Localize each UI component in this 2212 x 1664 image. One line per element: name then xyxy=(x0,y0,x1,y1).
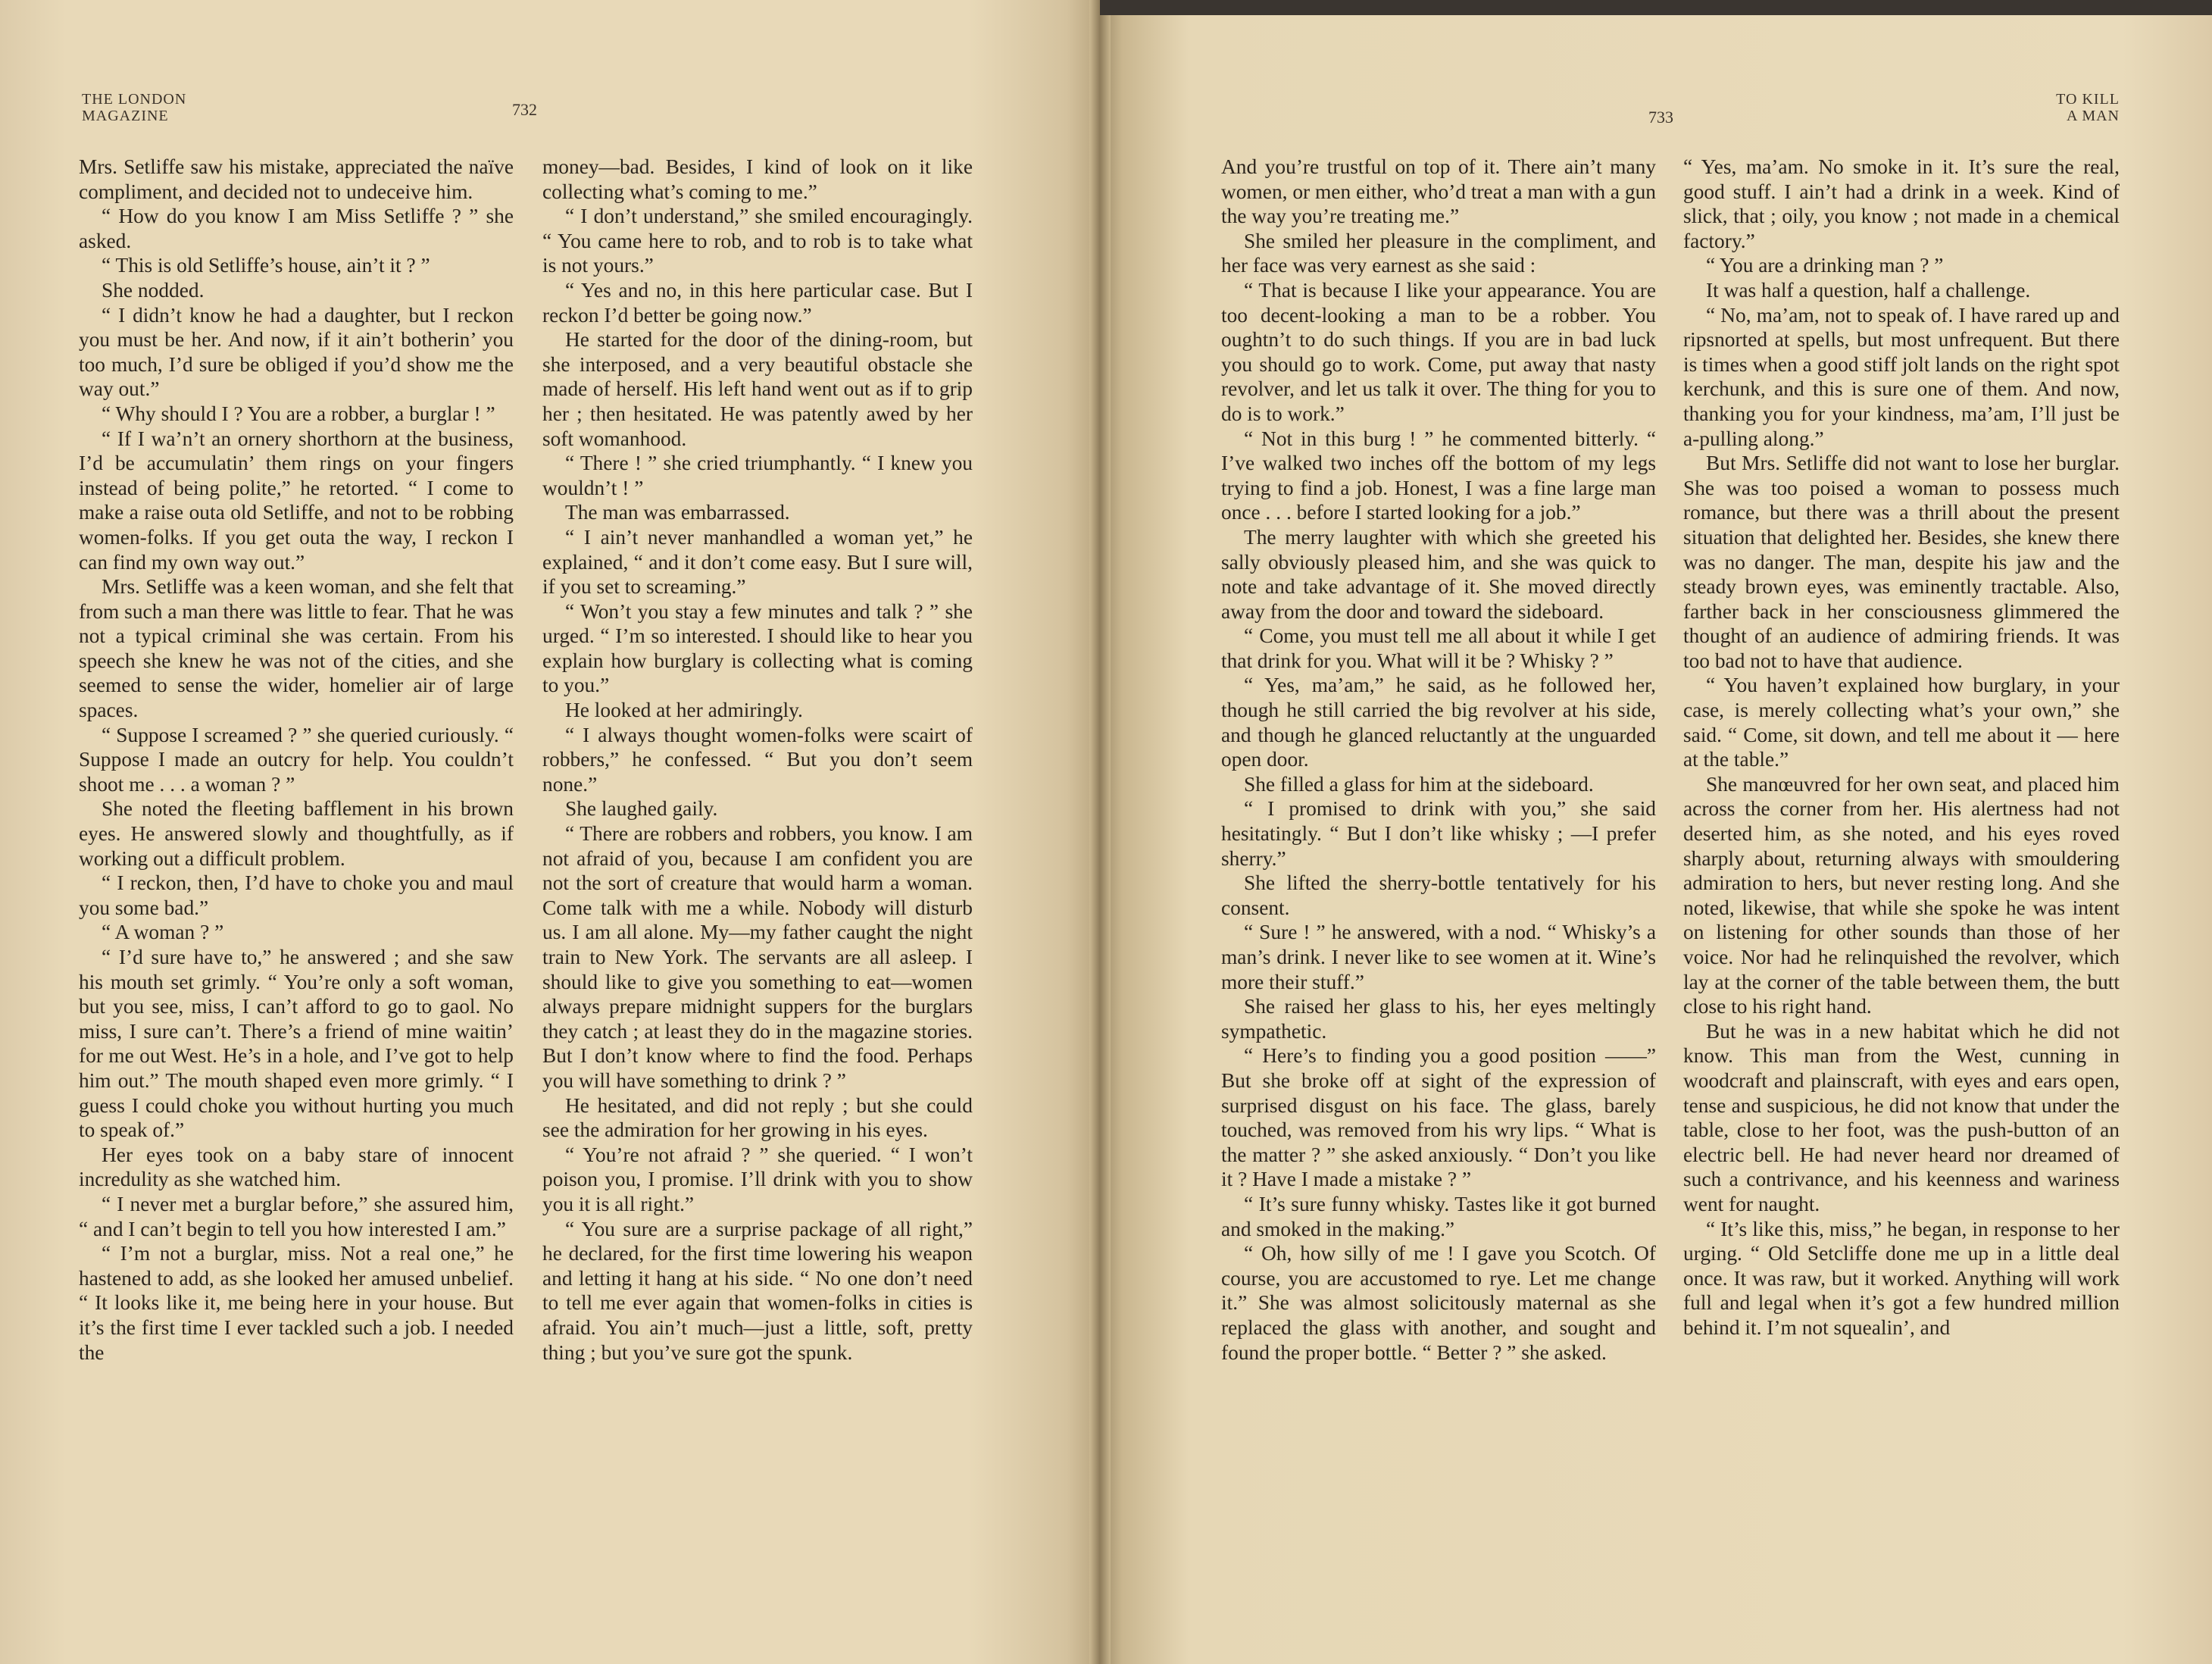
paragraph: “ I ain’t never manhandled a woman yet,” he explained, “ and it don’t come easy. But I sure will, if you set to screaming.” xyxy=(542,525,973,599)
left-page-column-1 xyxy=(79,155,514,1365)
paragraph: “ I always thought women-folks were scairt of robbers,” he confessed. “ But you don’t seem none.” xyxy=(542,723,973,796)
running-head-left xyxy=(82,91,186,124)
running-head-right-line2: A MAN xyxy=(2066,108,2120,124)
running-head-right-line1: TO KILL xyxy=(2056,91,2120,108)
paragraph: “ I’m not a burglar, miss. Not a real one,” he hastened to add, as she looked her amused unbelief. “ It looks like it, me being here in your house. But it’s the first time I ever tackled such a job. I needed the xyxy=(79,1242,514,1364)
paragraph: “ You sure are a surprise package of all right,” he declared, for the first time lowering his weapon and letting it hang at his side. “ No one don’t need to tell me ever again that women-folks in cities is afraid. You ain’t much—just a little, soft, pretty thing ; but you’ve sure got the spunk. xyxy=(542,1217,973,1364)
paragraph: money—bad. Besides, I kind of look on it like collecting what’s coming to me.” xyxy=(542,155,973,203)
paragraph: “ This is old Setliffe’s house, ain’t it ? ” xyxy=(102,254,430,277)
paragraph: She manœuvred for her own seat, and placed him across the corner from her. His alertness had not deserted him, as she noted, and his eyes roved sharply about, returning always with smouldering admiration to hers, but never resting long. And she noted, likewise, that while she spoke he was intent on listening for other sounds than those of her voice. Nor had he relinquished the revolver, which lay at the corner of the table between them, the butt close to his right hand. xyxy=(1683,772,2120,1018)
paragraph: “ Yes and no, in this here particular case. But I reckon I’d better be going now.” xyxy=(542,278,973,327)
paragraph: “ I’d sure have to,” he answered ; and she saw his mouth set grimly. “ You’re only a soft woman, but you see, miss, I can’t afford to go to gaol. No miss, I sure can’t. There’s a friend of mine waitin’ for me out West. He’s in a hole, and I’ve got to help him out.” The mouth shaped even more grimly. “ I guess I could choke you without hurting you much to speak of.” xyxy=(79,946,514,1142)
paragraph: “ I didn’t know he had a daughter, but I reckon you must be her. And now, if it ain’t botherin’ you too much, I’d sure be obliged if you’d show me the way out.” xyxy=(79,303,514,401)
paragraph: He hesitated, and did not reply ; but she could see the admiration for her growing in his eyes. xyxy=(542,1093,973,1142)
paragraph: “ I promised to drink with you,” she said hesitatingly. “ But I don’t like whisky ; —I prefer sherry.” xyxy=(1221,797,1656,870)
paragraph: “ Yes, ma’am,” he said, as he followed her, though he still carried the big revolver at his side, and though he glanced reluctantly at the unguarded open door. xyxy=(1221,674,1656,771)
paragraph: “ It’s like this, miss,” he began, in response to her urging. “ Old Setcliffe done me up in a little deal once. It was raw, but it worked. Anything will work full and legal when it’s got a few hundred million behind it. I’m not squealin’, and xyxy=(1683,1217,2120,1339)
paragraph: She raised her glass to his, her eyes meltingly sympathetic. xyxy=(1221,995,1656,1043)
paragraph: “ You’re not afraid ? ” she queried. “ I won’t poison you, I promise. I’ll drink with you to show you it is all right.” xyxy=(542,1143,973,1215)
paragraph: And you’re trustful on top of it. There ain’t many women, or men either, who’d treat a man with a gun the way you’re treating me.” xyxy=(1221,155,1656,228)
paragraph: “ If I wa’n’t an ornery shorthorn at the business, I’d be accumulatin’ them rings on your fingers instead of being polite,” he retorted. “ I come to make a raise outa old Setliffe, and not to be robbing women-folks. If you get outa the way, I reckon I can find my own way out.” xyxy=(79,427,514,574)
paragraph: “ I never met a burglar before,” she assured him, “ and I can’t begin to tell you how interested I am.” xyxy=(79,1192,514,1240)
paragraph: “ A woman ? ” xyxy=(102,921,224,944)
paragraph: “ I don’t understand,” she smiled encouragingly. “ You came here to rob, and to rob is to take what is not yours.” xyxy=(542,205,973,277)
running-head-left-line1: THE LONDON xyxy=(82,91,187,108)
paragraph: He looked at her admiringly. xyxy=(565,699,803,722)
paragraph: “ It’s sure funny whisky. Tastes like it got burned and smoked in the making.” xyxy=(1221,1192,1656,1240)
paragraph: “ That is because I like your appearance. You are too decent-looking a man to be a robber. You oughtn’t to do such things. If you are in bad luck you should go to work. Come, put away that nasty revolver, and let us talk it over. The thing for you to do is to work.” xyxy=(1221,278,1656,425)
paragraph: She noted the fleeting bafflement in his brown eyes. He answered slowly and thoughtfully, as if working out a difficult problem. xyxy=(79,797,514,870)
paragraph: “ There are robbers and robbers, you know. I am not afraid of you, because I am confident you are not the sort of creature that would harm a woman. Come talk with me a while. Nobody will disturb us. I am all alone. My—my father caught the night train to New York. The servants are all asleep. I should like to give you something to eat—women always prepare midnight suppers for the burglars they catch ; at least they do in the magazine stories. But I don’t know where to find the food. Perhaps you will have something to drink ? ” xyxy=(542,822,973,1092)
paragraph: “ Suppose I screamed ? ” she queried curiously. “ Suppose I made an outcry for help. You couldn’t shoot me . . . a woman ? ” xyxy=(79,723,514,796)
paragraph: But Mrs. Setliffe did not want to lose her burglar. She was too poised a woman to possess much romance, but there was a thrill about the present situation that delighted her. Besides, she knew there was no danger. The man, despite his jaw and the steady brown eyes, was eminently tractable. Also, farther back in her consciousness glimmered the thought of an audience of admiring friends. It was too bad not to have that audience. xyxy=(1683,452,2120,672)
book-gutter xyxy=(1089,0,1111,1664)
paragraph: “ Not in this burg ! ” he commented bitterly. “ I’ve walked two inches off the bottom of my legs trying to find a job. Honest, I was a fine large man once . . . before I started looking for a job.” xyxy=(1221,427,1656,524)
paragraph: She filled a glass for him at the sideboard. xyxy=(1244,772,1594,796)
paragraph: But he was in a new habitat which he did not know. This man from the West, cunning in woodcraft and plainscraft, with eyes and ears open, tense and suspicious, he did not know that under the table, close to her foot, was the push-button of an electric bell. He had never heard nor dreamed of such a contrivance, and his keenness and wariness went for naught. xyxy=(1683,1019,2120,1215)
paragraph: “ Yes, ma’am. No smoke in it. It’s sure the real, good stuff. I ain’t had a drink in a week. Kind of slick, that ; oily, you know ; not made in a chemical factory.” xyxy=(1683,155,2120,252)
paragraph: She nodded. xyxy=(102,278,205,302)
running-head-left-line2: MAGAZINE xyxy=(82,108,169,124)
page-number-left: 732 xyxy=(512,100,537,119)
page-top-edge xyxy=(1100,0,2212,15)
paragraph: “ Won’t you stay a few minutes and talk ? ” she urged. “ I’m so interested. I should like to hear you explain how burglary is collecting what is coming to you.” xyxy=(542,599,973,697)
paragraph: Mrs. Setliffe saw his mistake, appreciated the naïve compliment, and decided not to undeceive him. xyxy=(79,155,514,203)
paragraph: “ Sure ! ” he answered, with a nod. “ Whisky’s a man’s drink. I never like to see women at it. Wine’s more their stuff.” xyxy=(1221,921,1656,993)
page-number-right: 733 xyxy=(1648,108,1673,127)
paragraph: The merry laughter with which she greeted his sally obviously pleased him, and she was quick to note and take advantage of it. She moved directly away from the door and toward the sideboard. xyxy=(1221,525,1656,623)
paragraph: She laughed gaily. xyxy=(565,797,718,821)
paragraph: “ No, ma’am, not to speak of. I have rared up and ripsnorted at spells, but most unfrequent. But there is times when a good stiff jolt lands on the right spot kerchunk, and this is sure one of them. And now, thanking you for your kindness, ma’am, I’ll just be a-pulling along.” xyxy=(1683,303,2120,450)
paragraph: She smiled her pleasure in the compliment, and her face was very earnest as she said : xyxy=(1221,229,1656,277)
paragraph: “ There ! ” she cried triumphantly. “ I knew you wouldn’t ! ” xyxy=(542,452,973,499)
paragraph: Her eyes took on a baby stare of innocent incredulity as she watched him. xyxy=(79,1143,514,1191)
right-page-column-2 xyxy=(1683,155,2120,1340)
paragraph: “ Here’s to finding you a good position ——” But she broke off at sight of the expression of surprised disgust on his face. The glass, barely touched, was removed from his wry lips. “ What is the matter ? ” she asked anxiously. “ Don’t you like it ? Have I made a mistake ? ” xyxy=(1221,1044,1656,1191)
paragraph: “ You are a drinking man ? ” xyxy=(1706,254,1944,277)
paragraph: “ Come, you must tell me all about it while I get that drink for you. What will it be ? Whisky ? ” xyxy=(1221,624,1656,672)
paragraph: “ Oh, how silly of me ! I gave you Scotch. Of course, you are accustomed to rye. Let me change it.” She was almost solicitously maternal as she replaced the glass with another, and sought and found the proper bottle. “ Better ? ” she asked. xyxy=(1221,1242,1656,1364)
paragraph: She lifted the sherry-bottle tentatively for his consent. xyxy=(1221,871,1656,919)
paragraph: “ Why should I ? You are a robber, a burglar ! ” xyxy=(102,402,495,425)
paragraph: “ How do you know I am Miss Setliffe ? ” she asked. xyxy=(79,205,514,252)
paragraph: It was half a question, half a challenge. xyxy=(1706,278,2031,302)
running-head-right xyxy=(2029,91,2120,124)
right-page-column-1 xyxy=(1221,155,1656,1365)
paragraph: “ You haven’t explained how burglary, in your case, is merely collecting what’s your own,” she said. “ Come, sit down, and tell me about it — here at the table.” xyxy=(1683,674,2120,771)
paragraph: The man was embarrassed. xyxy=(565,501,790,524)
left-page xyxy=(0,0,1100,1664)
paragraph: “ I reckon, then, I’d have to choke you and maul you some bad.” xyxy=(79,871,514,919)
paragraph: Mrs. Setliffe was a keen woman, and she felt that from such a man there was little to fear. That he was not a typical criminal she was certain. From his speech she knew he was not of the cities, and she seemed to sense the wider, homelier air of large spaces. xyxy=(79,575,514,722)
left-page-column-2 xyxy=(542,155,973,1365)
paragraph: He started for the door of the dining-room, but she interposed, and a very beautiful obstacle she made of herself. His left hand went out as if to grip her ; then hesitated. He was patently awed by her soft womanhood. xyxy=(542,328,973,450)
